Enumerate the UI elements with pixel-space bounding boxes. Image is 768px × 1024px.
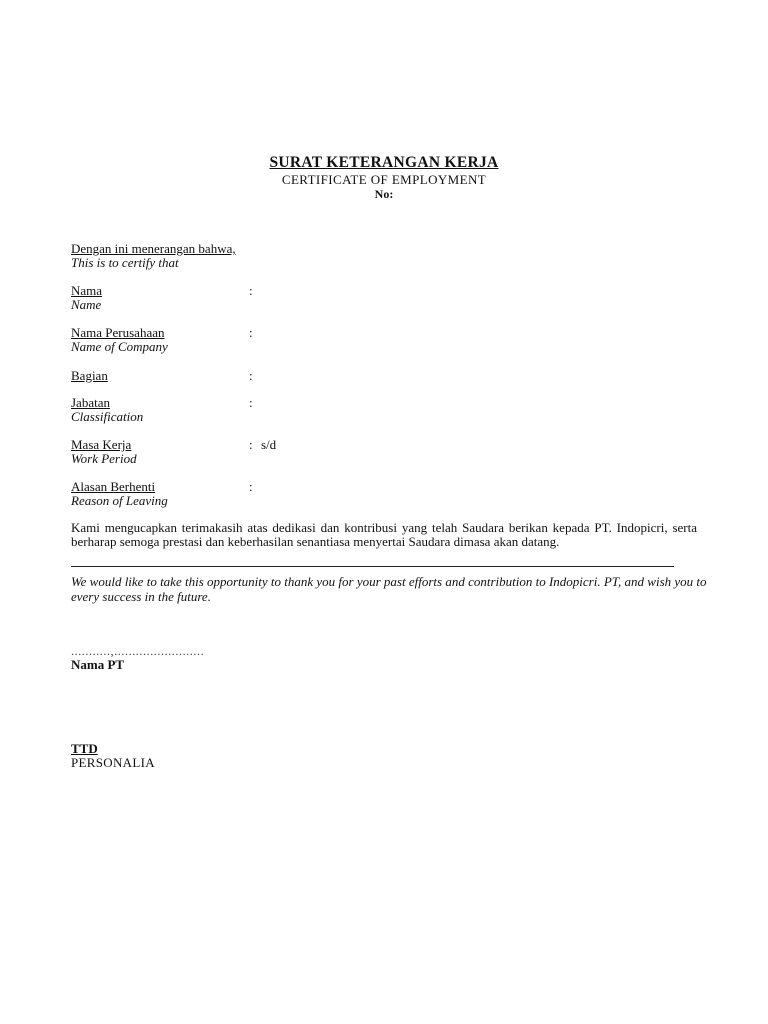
field-colon: : xyxy=(249,395,253,410)
place-date-placeholder: ...........,......................... xyxy=(71,644,205,658)
closing-paragraph-id: Kami mengucapkan terimakasih atas dedikasi dan kontribusi yang telah Saudara berikan kepada PT. Indopicri, serta berharap semoga prestasi dan keberhasilan senantiasa menyertai Saudara dimasa akan datang. xyxy=(71,520,697,549)
company-name: Nama PT xyxy=(71,657,125,672)
field-colon: : xyxy=(249,368,253,383)
field-label-id: Jabatan xyxy=(71,395,110,410)
field-label-en: Name xyxy=(71,297,102,312)
field-label-en: Work Period xyxy=(71,451,137,466)
field-name xyxy=(71,284,701,312)
intro-text-en: This is to certify that xyxy=(71,255,179,270)
field-colon: : xyxy=(249,325,253,340)
field-label-en: Name of Company xyxy=(71,339,168,354)
signature-label: TTD xyxy=(71,741,98,756)
field-company xyxy=(71,326,701,354)
field-label-id: Bagian xyxy=(71,368,108,383)
field-label-en: Reason of Leaving xyxy=(71,493,168,508)
document-header xyxy=(0,154,768,202)
field-label-id: Masa Kerja xyxy=(71,437,132,452)
field-label-id: Nama Perusahaan xyxy=(71,325,165,340)
signatory-position: PERSONALIA xyxy=(71,755,155,770)
field-value: s/d xyxy=(261,437,277,452)
intro-block xyxy=(71,242,236,270)
document-subtitle: CERTIFICATE OF EMPLOYMENT xyxy=(281,172,487,187)
field-reason-leaving xyxy=(71,480,701,508)
field-colon: : xyxy=(249,283,253,298)
intro-text-id: Dengan ini menerangan bahwa, xyxy=(71,241,236,256)
field-label-id: Alasan Berhenti xyxy=(71,479,156,494)
divider-line xyxy=(71,566,674,567)
field-work-period xyxy=(71,438,701,466)
document-title: SURAT KETERANGAN KERJA xyxy=(269,154,499,171)
field-colon: : xyxy=(249,479,253,494)
field-label-en: Classification xyxy=(71,409,144,424)
field-department xyxy=(71,369,701,383)
field-colon: : xyxy=(249,437,253,452)
document-number-label: No: xyxy=(374,187,394,201)
field-label-id: Nama xyxy=(71,283,103,298)
field-classification xyxy=(71,396,701,424)
closing-paragraph-en: We would like to take this opportunity to thank you for your past efforts and contribution to Indopicri. PT, and wish you to every success in the future. xyxy=(71,574,707,604)
